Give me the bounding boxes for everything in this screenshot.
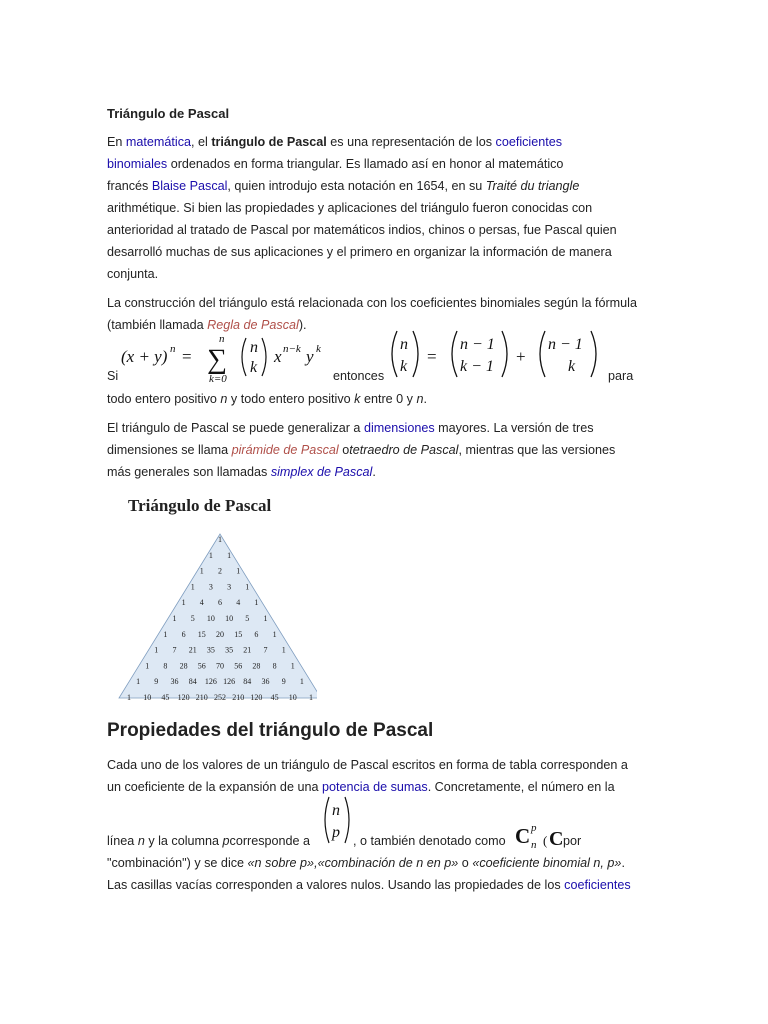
intro-line-2: binomiales ordenados en forma triangular. Es llamado así en honor al matemático bbox=[107, 157, 564, 171]
triangle-cell: 4 bbox=[199, 598, 204, 608]
triangle-cell: 1 bbox=[199, 566, 204, 576]
triangle-cell: 70 bbox=[216, 661, 224, 671]
triangle-cell: 84 bbox=[243, 677, 252, 687]
triangle-cell: 1 bbox=[181, 598, 186, 608]
triangle-cell: 9 bbox=[281, 677, 286, 687]
svg-text:C: C bbox=[549, 828, 564, 850]
triangle-cell: 1 bbox=[190, 582, 195, 592]
prop-line-3: línea n y la columna pcorresponde a bbox=[107, 834, 311, 848]
triangle-cell: 56 bbox=[234, 661, 243, 671]
triangle-cell: 7 bbox=[172, 645, 177, 655]
link-dimensiones[interactable]: dimensiones bbox=[363, 421, 435, 435]
svg-text:n−k: n−k bbox=[283, 343, 301, 355]
formula-line-2: (también llamada Regla de Pascal). bbox=[107, 318, 307, 332]
link-potencia-de-sumas[interactable]: potencia de sumas bbox=[321, 780, 428, 794]
triangle-cell: 126 bbox=[223, 677, 236, 687]
triangle-cell: 126 bbox=[204, 677, 217, 687]
formula-line-1: La construcción del triángulo está relacionada con los coeficientes binomiales según la fórmula bbox=[107, 296, 637, 310]
triangle-cell: 28 bbox=[252, 661, 261, 671]
triangle-cell: 10 bbox=[143, 693, 152, 702]
si-label: Si bbox=[107, 369, 119, 383]
triangle-cell: 1 bbox=[309, 693, 313, 702]
triangle-cell: 10 bbox=[206, 614, 215, 623]
triangle-cell: 1 bbox=[172, 614, 177, 623]
svg-text:C: C bbox=[515, 824, 531, 848]
svg-text:n: n bbox=[170, 343, 176, 355]
triangle-cell: 1 bbox=[254, 598, 259, 608]
triangle-cell: 21 bbox=[243, 645, 252, 655]
svg-text:n: n bbox=[400, 336, 408, 353]
svg-text:n − 1: n − 1 bbox=[548, 336, 583, 353]
link-piramide-de-pascal[interactable]: pirámide de Pascal bbox=[231, 443, 339, 457]
binomial-theorem-formula bbox=[119, 330, 334, 390]
gen-line-1: El triángulo de Pascal se puede generalizar a dimensiones mayores. La versión de tres bbox=[107, 421, 594, 435]
svg-text:n: n bbox=[531, 839, 537, 851]
pascal-rule-formula bbox=[387, 327, 607, 387]
prop-line-5: Las casillas vacías corresponden a valores nulos. Usando las propiedades de los coeficientes bbox=[107, 878, 631, 892]
binomial-formulas bbox=[107, 330, 667, 390]
triangle-cell: 6 bbox=[218, 598, 222, 608]
pascal-triangle-image bbox=[117, 532, 317, 702]
triangle-cell: 15 bbox=[197, 629, 206, 639]
triangle-cell: 45 bbox=[270, 693, 279, 702]
triangle-cell: 1 bbox=[218, 535, 222, 544]
svg-text:k − 1: k − 1 bbox=[460, 358, 494, 375]
svg-text:n: n bbox=[332, 802, 340, 819]
triangle-cell: 45 bbox=[161, 693, 170, 702]
triangle-cell: 3 bbox=[227, 582, 232, 592]
triangle-cell: 120 bbox=[250, 693, 263, 702]
link-blaise-pascal[interactable]: Blaise Pascal bbox=[151, 179, 228, 193]
triangle-cell: 28 bbox=[179, 661, 188, 671]
formula-line-3: todo entero positivo n y todo entero positivo k entre 0 y n. bbox=[107, 392, 427, 406]
svg-text:k=0: k=0 bbox=[209, 373, 227, 385]
triangle-background bbox=[119, 534, 317, 698]
triangle-cell: 9 bbox=[154, 677, 159, 687]
svg-text:n: n bbox=[250, 339, 258, 356]
para-label: para bbox=[608, 369, 634, 383]
gen-line-3: más generales son llamadas simplex de Pascal. bbox=[107, 465, 376, 479]
triangle-cell: 1 bbox=[236, 566, 241, 576]
triangle-cell: 8 bbox=[272, 661, 277, 671]
triangle-cell: 56 bbox=[197, 661, 206, 671]
figure-title: Triángulo de Pascal bbox=[128, 496, 272, 515]
triangle-cell: 1 bbox=[290, 661, 295, 671]
prop-line-2: un coeficiente de la expansión de una potencia de sumas. Concretamente, el número en la bbox=[107, 780, 615, 794]
triangle-cell: 6 bbox=[254, 629, 259, 639]
svg-text:k: k bbox=[316, 343, 321, 355]
svg-text:x: x bbox=[274, 347, 282, 366]
entonces-label: entonces bbox=[333, 369, 385, 383]
triangle-cell: 5 bbox=[245, 614, 250, 623]
link-coeficientes-2[interactable]: coeficientes bbox=[564, 878, 631, 892]
svg-text:n: n bbox=[219, 333, 225, 345]
triangle-cell: 20 bbox=[216, 629, 224, 639]
svg-text:(: ( bbox=[543, 833, 548, 848]
intro-line-3: francés Blaise Pascal, quien introdujo esta notación en 1654, en su Traité du triangle bbox=[107, 179, 580, 193]
triangle-cell: 84 bbox=[188, 677, 197, 687]
svg-text:(x + y): (x + y) bbox=[121, 347, 168, 366]
article-title: Triángulo de Pascal bbox=[107, 106, 230, 121]
svg-text:k: k bbox=[400, 358, 408, 375]
triangle-cell: 1 bbox=[145, 661, 150, 671]
intro-line-5: anterioridad al tratado de Pascal por matemáticos indios, chinos o persas, fue Pascal quien bbox=[107, 223, 617, 237]
triangle-cell: 8 bbox=[163, 661, 168, 671]
triangle-cell: 1 bbox=[127, 693, 131, 702]
triangle-cell: 1 bbox=[272, 629, 277, 639]
triangle-cell: 4 bbox=[236, 598, 241, 608]
svg-text:k: k bbox=[568, 358, 576, 375]
triangle-cell: 1 bbox=[227, 550, 232, 560]
prop-line-3c: por bbox=[563, 834, 582, 848]
triangle-cell: 1 bbox=[281, 645, 286, 655]
triangle-cell: 120 bbox=[177, 693, 190, 702]
triangle-cell: 35 bbox=[206, 645, 215, 655]
intro-line-6: desarrolló muchas de sus aplicaciones y el primero en organizar la información de manera bbox=[107, 245, 612, 259]
intro-line-4: arithmétique. Si bien las propiedades y aplicaciones del triángulo fueron conocidas con bbox=[107, 201, 593, 215]
triangle-cell: 210 bbox=[195, 693, 208, 702]
intro-line-1: En matemática, el triángulo de Pascal es una representación de los coeficientes bbox=[107, 135, 563, 149]
svg-text:n − 1: n − 1 bbox=[460, 336, 495, 353]
svg-text:y: y bbox=[306, 347, 314, 366]
triangle-cell: 210 bbox=[232, 693, 245, 702]
triangle-cell: 1 bbox=[136, 677, 141, 687]
svg-text:∑: ∑ bbox=[207, 344, 227, 375]
triangle-cell: 1 bbox=[245, 582, 250, 592]
prop-line-3b: , o también denotado como bbox=[353, 834, 506, 848]
triangle-cell: 1 bbox=[154, 645, 159, 655]
triangle-cell: 21 bbox=[188, 645, 197, 655]
intro-line-7: conjunta. bbox=[107, 267, 159, 281]
triangle-cell: 1 bbox=[208, 550, 213, 560]
triangle-cell: 5 bbox=[190, 614, 195, 623]
link-regla-de-pascal[interactable]: Regla de Pascal bbox=[207, 318, 299, 332]
bold-term: triángulo de Pascal bbox=[211, 135, 327, 149]
svg-text:p: p bbox=[531, 822, 537, 834]
svg-text:+: + bbox=[516, 347, 526, 366]
triangle-cell: 3 bbox=[208, 582, 213, 592]
binomial-n-p-formula bbox=[321, 795, 355, 847]
triangle-cell: 6 bbox=[181, 629, 186, 639]
triangle-cell: 35 bbox=[225, 645, 234, 655]
link-binomiales[interactable]: binomiales bbox=[107, 157, 168, 171]
link-simplex-de-pascal[interactable]: simplex de Pascal bbox=[270, 465, 373, 479]
triangle-cell: 7 bbox=[263, 645, 268, 655]
triangle-cell: 2 bbox=[218, 566, 222, 576]
triangle-cell: 36 bbox=[261, 677, 270, 687]
section-heading-propiedades: Propiedades del triángulo de Pascal bbox=[107, 720, 434, 741]
triangle-cell: 36 bbox=[170, 677, 179, 687]
svg-text:=: = bbox=[182, 347, 192, 366]
triangle-cell: 1 bbox=[163, 629, 168, 639]
triangle-cell: 10 bbox=[288, 693, 297, 702]
triangle-cell: 15 bbox=[234, 629, 243, 639]
prop-line-4: "combinación") y se dice «n sobre p»,«combinación de n en p» o «coeficiente binomial n, p». bbox=[107, 856, 625, 870]
triangle-cell: 1 bbox=[299, 677, 304, 687]
svg-text:=: = bbox=[427, 347, 437, 366]
svg-text:p: p bbox=[332, 824, 340, 841]
svg-text:k: k bbox=[250, 359, 258, 376]
link-coeficientes[interactable]: coeficientes bbox=[495, 135, 563, 149]
prop-line-1: Cada uno de los valores de un triángulo de Pascal escritos en forma de tabla corresponden a bbox=[107, 758, 628, 772]
gen-line-2: dimensiones se llama pirámide de Pascal otetraedro de Pascal, mientras que las versiones bbox=[107, 443, 616, 457]
triangle-cell: 252 bbox=[214, 693, 226, 702]
triangle-cell: 10 bbox=[225, 614, 234, 623]
link-matematica[interactable]: matemática bbox=[125, 135, 191, 149]
triangle-cell: 1 bbox=[263, 614, 268, 623]
